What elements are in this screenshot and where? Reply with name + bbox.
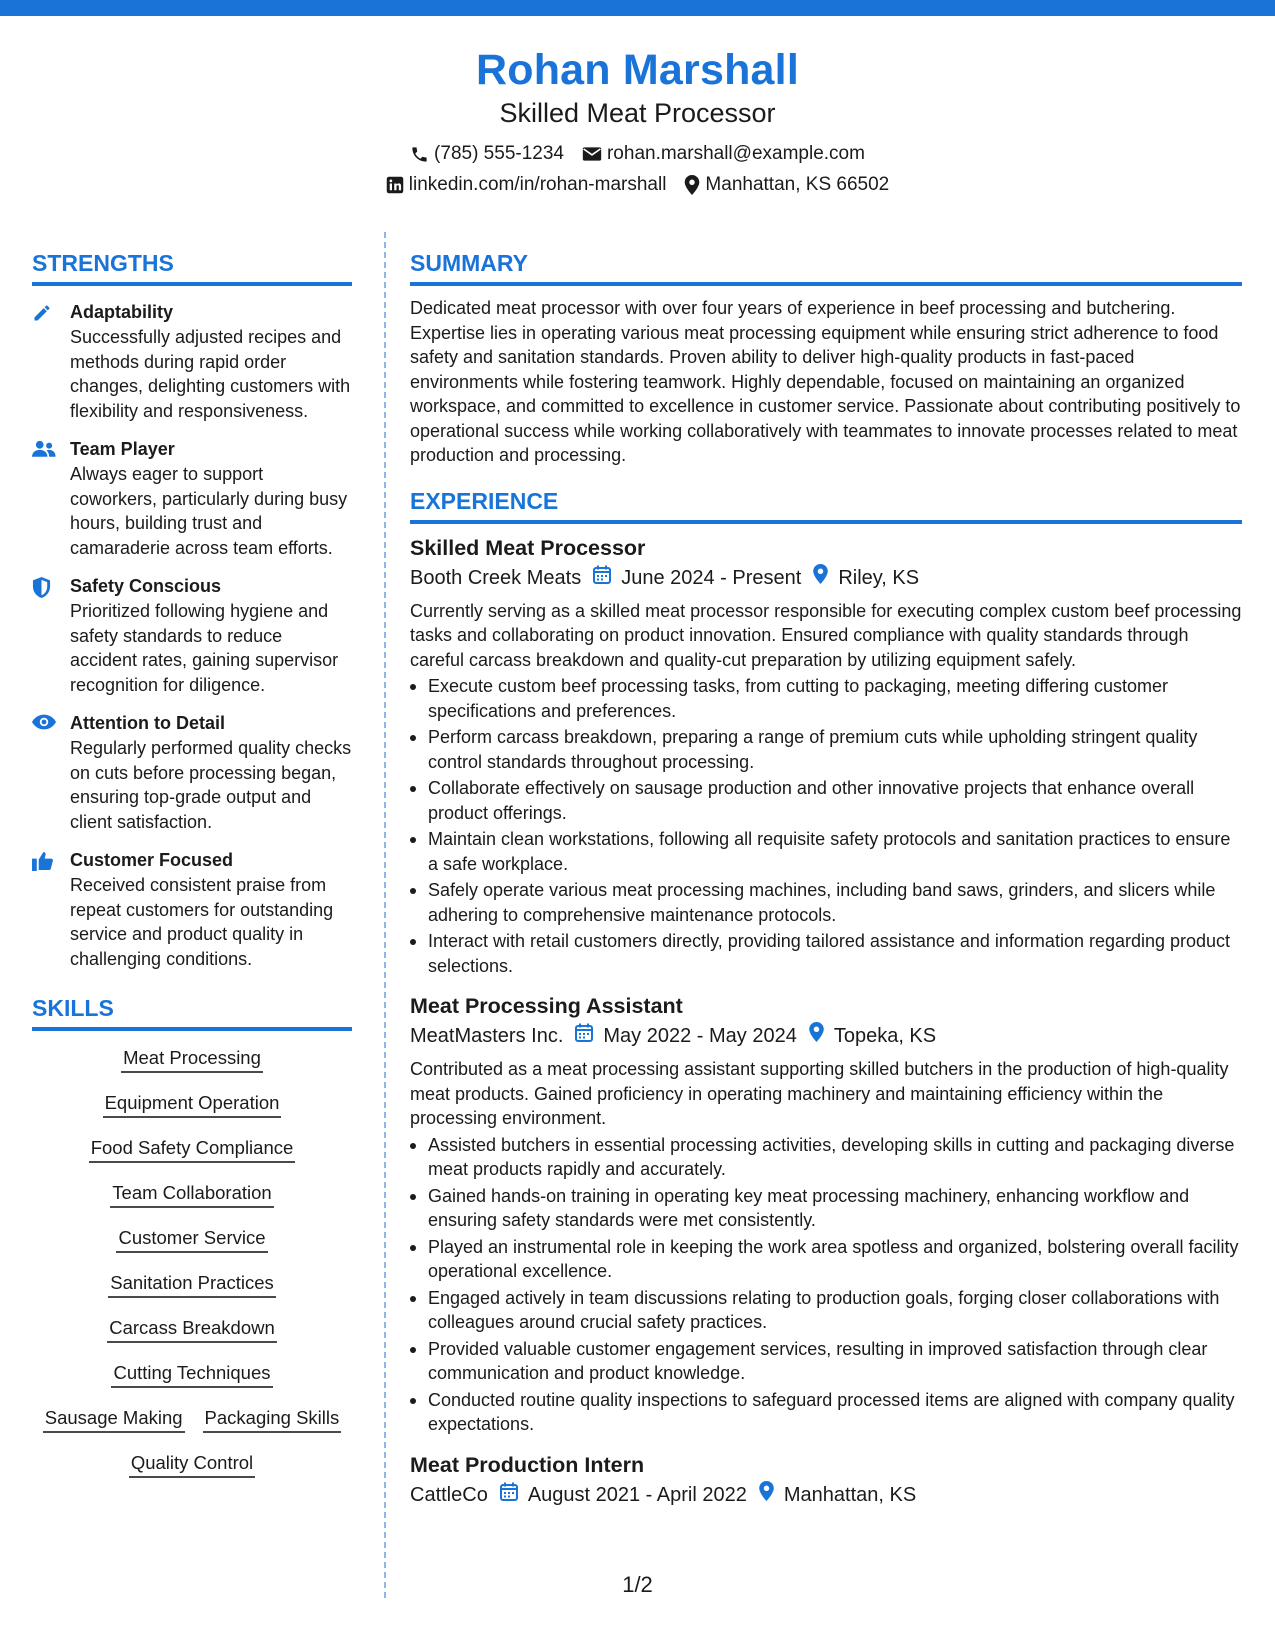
- skill-tag: Quality Control: [129, 1450, 255, 1478]
- column-divider: [384, 232, 386, 1598]
- job-dates-item: [575, 1022, 796, 1050]
- eye-icon: [32, 711, 70, 834]
- job-dates-item: [593, 564, 801, 592]
- skills-heading: SKILLS: [32, 993, 352, 1031]
- right-column: [410, 248, 1242, 1509]
- job-location: Riley, KS: [838, 566, 920, 589]
- job-meta: [410, 1481, 1242, 1509]
- job-description: Currently serving as a skilled meat processor responsible for executing complex custom beef processing tasks and collaborating on product innovation. Ensured compliance with quality standards through careful carcass breakdown and quality-cut preparation by utilizing equipment safely.: [410, 600, 1242, 670]
- summary-text: Dedicated meat processor with over four years of experience in beef processing and butchering. Expertise lies in operating various meat processing equipment while ensuring strict adherence to food safety and sanitation standards. Proven ability to deliver high-quality products in fast-paced environments while fostering teamwork. Highly dependable, focused on maintaining an organized workspace, and committed to excellence in customer service. Passionate about contributing positively to operational success while working collaboratively with teammates to innovate processes related to meat production and processing.: [410, 298, 1241, 465]
- linkedin-text[interactable]: linkedin.com/in/rohan-marshall: [408, 174, 667, 195]
- bullet-item: Collaborate effectively on sausage production and other innovative projects that enhance overall product offerings.: [410, 776, 1242, 825]
- resume-header: [0, 44, 1275, 197]
- skill-tag: Sausage Making: [43, 1405, 185, 1433]
- job-entry: [410, 534, 1242, 979]
- phone-item: [410, 142, 564, 166]
- bullet-item: Engaged actively in team discussions relating to production goals, forging closer collaborations with colleagues around crucial safety practices.: [410, 1286, 1242, 1335]
- users-icon: [32, 437, 70, 560]
- job-bullets: [410, 674, 1242, 978]
- strength-item: [32, 848, 352, 971]
- job-meta: [410, 564, 1242, 592]
- bullet-item: Safely operate various meat processing machines, including band saws, grinders, and slicers while adhering to comprehensive maintenance protocols.: [410, 878, 1242, 927]
- strength-item: [32, 300, 352, 423]
- strength-title: Attention to Detail: [70, 713, 225, 733]
- envelope-icon: [582, 146, 602, 162]
- skill-tag: Sanitation Practices: [108, 1270, 276, 1298]
- calendar-icon: [575, 1022, 603, 1050]
- job-meta: [410, 1022, 1242, 1050]
- strength-desc: Regularly performed quality checks on cuts before processing began, ensuring top-grade output and client satisfaction.: [70, 738, 352, 832]
- job-dates-item: [500, 1481, 747, 1509]
- job-title: Skilled Meat Processor: [410, 535, 646, 560]
- map-pin-icon: [684, 175, 700, 195]
- phone-icon: [410, 145, 429, 164]
- email-text[interactable]: rohan.marshall@example.com: [606, 143, 865, 164]
- job-location: Topeka, KS: [833, 1025, 937, 1047]
- skills-list: [32, 1045, 352, 1478]
- job-location-item: [809, 1022, 936, 1050]
- left-column: [32, 248, 352, 1478]
- strength-item: [32, 711, 352, 834]
- contact-row-1: [0, 142, 1275, 166]
- linkedin-item[interactable]: [386, 173, 667, 197]
- job-company: Booth Creek Meats: [410, 566, 582, 589]
- map-pin-icon: [809, 1022, 834, 1050]
- job-location: Manhattan, KS: [783, 1483, 917, 1506]
- skill-tag: Food Safety Compliance: [89, 1135, 296, 1163]
- bullet-item: Perform carcass breakdown, preparing a range of premium cuts while upholding stringent quality control standards throughout processing.: [410, 725, 1242, 774]
- bullet-item: Gained hands-on training in operating key meat processing machinery, enhancing workflow and ensuring safety standards were met consistently.: [410, 1184, 1242, 1233]
- job-entry: [410, 992, 1242, 1437]
- job-description: Contributed as a meat processing assistant supporting skilled butchers in the production of high-quality meat products. Gained proficiency in operating machinery and maintaining efficiency within the processing environment.: [410, 1059, 1229, 1128]
- bullet-item: Provided valuable customer engagement services, resulting in improved satisfaction through clear communication and product knowledge.: [410, 1337, 1242, 1386]
- skill-tag: Equipment Operation: [103, 1090, 282, 1118]
- skill-tag: Cutting Techniques: [111, 1360, 272, 1388]
- skill-tag: Carcass Breakdown: [107, 1315, 277, 1343]
- bullet-item: Assisted butchers in essential processing activities, developing skills in cutting and packaging diverse meat products rapidly and accurately.: [410, 1133, 1242, 1182]
- job-dates: June 2024 - Present: [621, 566, 802, 589]
- candidate-title: Skilled Meat Processor: [499, 98, 776, 128]
- contact-row-2: [0, 173, 1275, 197]
- location-text: Manhattan, KS 66502: [705, 174, 890, 195]
- job-location-item: [759, 1481, 916, 1509]
- skill-tag: Team Collaboration: [110, 1180, 273, 1208]
- job-bullets: [410, 1133, 1242, 1437]
- linkedin-icon: [386, 176, 404, 194]
- page-number: 1/2: [622, 1572, 653, 1597]
- job-entry: [410, 1451, 1242, 1509]
- calendar-icon: [593, 564, 621, 592]
- strength-title: Team Player: [70, 439, 175, 459]
- job-dates: August 2021 - April 2022: [527, 1483, 747, 1506]
- thumbs-up-icon: [32, 848, 70, 971]
- email-item[interactable]: [582, 142, 865, 166]
- strength-item: [32, 437, 352, 560]
- job-company: CattleCo: [410, 1483, 488, 1506]
- strength-title: Customer Focused: [70, 850, 234, 870]
- strength-item: [32, 574, 352, 697]
- skill-tag: Meat Processing: [121, 1045, 263, 1073]
- map-pin-icon: [813, 564, 838, 592]
- calendar-icon: [500, 1481, 528, 1509]
- strength-desc: Successfully adjusted recipes and methods during rapid order changes, delighting customers with flexibility and responsiveness.: [70, 327, 351, 421]
- phone-text: (785) 555-1234: [434, 143, 564, 164]
- job-location-item: [813, 564, 919, 592]
- job-company: MeatMasters Inc.: [410, 1025, 564, 1047]
- bullet-item: Played an instrumental role in keeping the work area spotless and organized, bolstering overall facility operational excellence.: [410, 1235, 1242, 1284]
- strength-desc: Received consistent praise from repeat customers for outstanding service and product quality in challenging conditions.: [70, 875, 334, 969]
- strength-title: Safety Conscious: [70, 576, 222, 596]
- pencil-icon: [32, 300, 70, 423]
- candidate-name: Rohan Marshall: [476, 46, 799, 94]
- job-title: Meat Processing Assistant: [410, 994, 683, 1018]
- location-item: [684, 173, 889, 197]
- map-pin-icon: [759, 1481, 784, 1509]
- strength-desc: Prioritized following hygiene and safety standards to reduce accident rates, gaining supervisor recognition for diligence.: [70, 601, 339, 695]
- strengths-heading: STRENGTHS: [32, 248, 352, 286]
- shield-icon: [32, 574, 70, 697]
- bullet-item: Conducted routine quality inspections to safeguard processed items are aligned with company quality expectations.: [410, 1388, 1242, 1437]
- top-accent-bar: [0, 0, 1275, 16]
- skill-tag: Packaging Skills: [203, 1405, 342, 1433]
- bullet-item: Interact with retail customers directly, providing tailored assistance and information regarding product selections.: [410, 929, 1242, 978]
- job-title: Meat Production Intern: [410, 1452, 645, 1477]
- summary-heading: SUMMARY: [410, 248, 1242, 286]
- bullet-item: Execute custom beef processing tasks, from cutting to packaging, meeting differing customer specifications and preferences.: [410, 674, 1242, 723]
- skill-tag: Customer Service: [116, 1225, 267, 1253]
- strength-desc: Always eager to support coworkers, particularly during busy hours, building trust and camaraderie across team efforts.: [70, 464, 348, 558]
- job-dates: May 2022 - May 2024: [603, 1025, 797, 1047]
- strength-title: Adaptability: [70, 302, 174, 322]
- experience-heading: EXPERIENCE: [410, 486, 1242, 524]
- bullet-item: Maintain clean workstations, following all requisite safety protocols and sanitation practices to ensure a safe workplace.: [410, 827, 1242, 876]
